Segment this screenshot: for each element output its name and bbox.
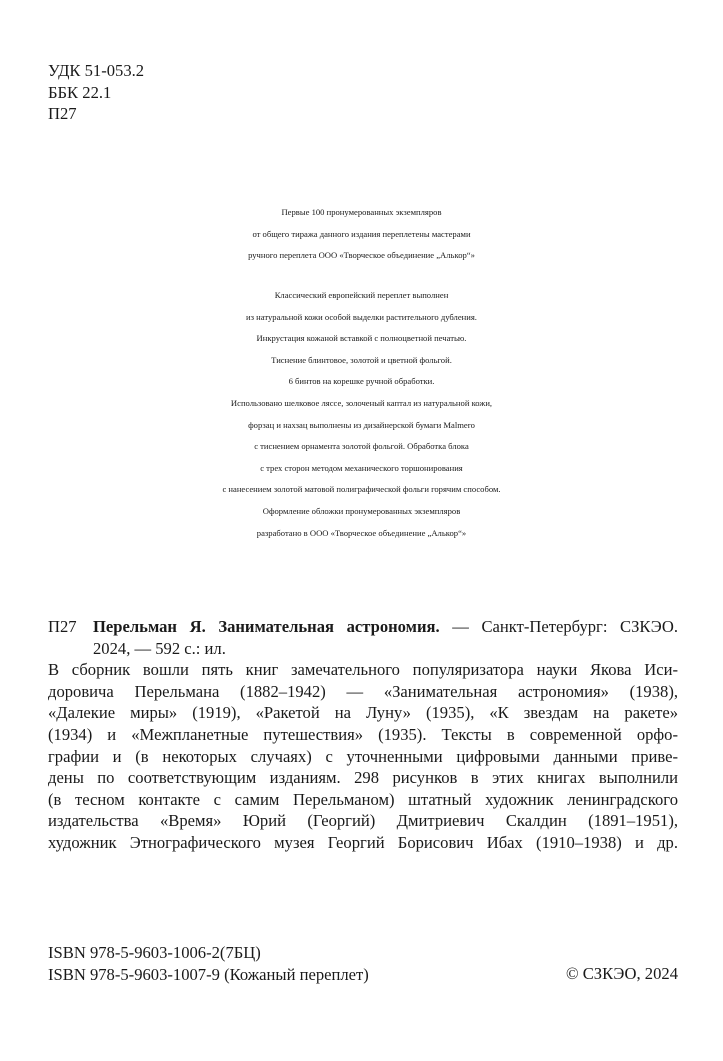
text-line: Инкрустация кожаной вставкой с полноцветной печатью. (256, 333, 467, 344)
text-line: с трех сторон методом механического торшонирования (260, 462, 463, 473)
text-line: разработано в ООО «Творческое объединение „Алькор“» (256, 527, 467, 538)
annotation (48, 659, 678, 853)
text-line: Тиснение блинтовое, золотой и цветной фольгой. (271, 354, 452, 365)
annotation-line: (в тесном контакте с самим Перельманом) штатный художник ленинградского (48, 789, 678, 809)
annotation-line: издательства «Время» Юрий (Георгий) Дмитриевич Скалдин (1891–1951), (48, 811, 678, 831)
annotation-line: В сборник вошли пять книг замечательного популяризатора науки Якова Иси- (48, 660, 678, 680)
text-line: Оформление обложки пронумерованных экземпляров (262, 505, 461, 516)
binding-description (0, 285, 723, 544)
annotation-line: «Далекие миры» (1919), «Ракетой на Луну» (1935), «К звездам на ракете» (48, 703, 678, 723)
text-line: от общего тиража данного издания переплетены мастерами (252, 228, 471, 239)
udk-code: УДК 51-053.2 (48, 61, 145, 80)
annotation-line: доровича Перельмана (1882–1942) — «Занимательная астрономия» (1938), (48, 681, 678, 701)
bibliographic-title-line (93, 616, 678, 638)
publisher-info: — Санкт-Петербург: СЗКЭО. (439, 617, 678, 636)
annotation-line: графии и (в некоторых случаях) с уточненными цифровыми данными приве- (48, 746, 678, 766)
text-line: форзац и нахзац выполнены из дизайнерской бумаги Malmero (248, 419, 475, 430)
isbn-line: ISBN 978-5-9603-1007-9 (Кожаный переплет) (48, 964, 369, 984)
isbn-line: ISBN 978-5-9603-1006-2(7БЦ) (48, 943, 261, 962)
author-mark: П27 (48, 104, 77, 124)
bbk-code: ББК 22.1 (48, 82, 112, 102)
annotation-line: дены по соответствующим изданиям. 298 рисунков в этих книгах выполнили (48, 768, 678, 788)
annotation-line: (1934) и «Межпланетные путешествия» (1935). Тексты в современной орфо- (48, 724, 678, 744)
limited-edition-note (0, 202, 723, 267)
text-line: из натуральной кожи особой выделки растительного дубления. (246, 311, 477, 322)
copyright-notice: © СЗКЭО, 2024 (565, 964, 678, 983)
text-line: Использовано шелковое ляссе, золоченый каптал из натуральной кожи, (230, 397, 493, 408)
classification-codes (48, 60, 144, 125)
bibliographic-record (48, 616, 678, 854)
text-line: с тиснением орнамента золотой фольгой. Обработка блока (254, 441, 469, 452)
bibliographic-code: П27 (48, 617, 77, 636)
isbn-block (48, 942, 369, 985)
text-line: Классический европейский переплет выполнен (274, 290, 449, 300)
text-line: ручного переплета ООО «Творческое объединение „Алькор“» (248, 250, 475, 261)
annotation-line: художник Этнографического музея Георгий Борисович Ибах (1910–1938) и др. (48, 832, 678, 852)
text-line: Первые 100 пронумерованных экземпляров (281, 207, 442, 217)
text-line: с нанесением золотой матовой полиграфической фольги горячим способом. (222, 484, 501, 495)
imprint-line: 2024, — 592 с.: ил. (93, 638, 226, 658)
book-title: Перельман Я. Занимательная астрономия. (93, 617, 440, 636)
text-line: 6 бинтов на корешке ручной обработки. (288, 376, 435, 387)
